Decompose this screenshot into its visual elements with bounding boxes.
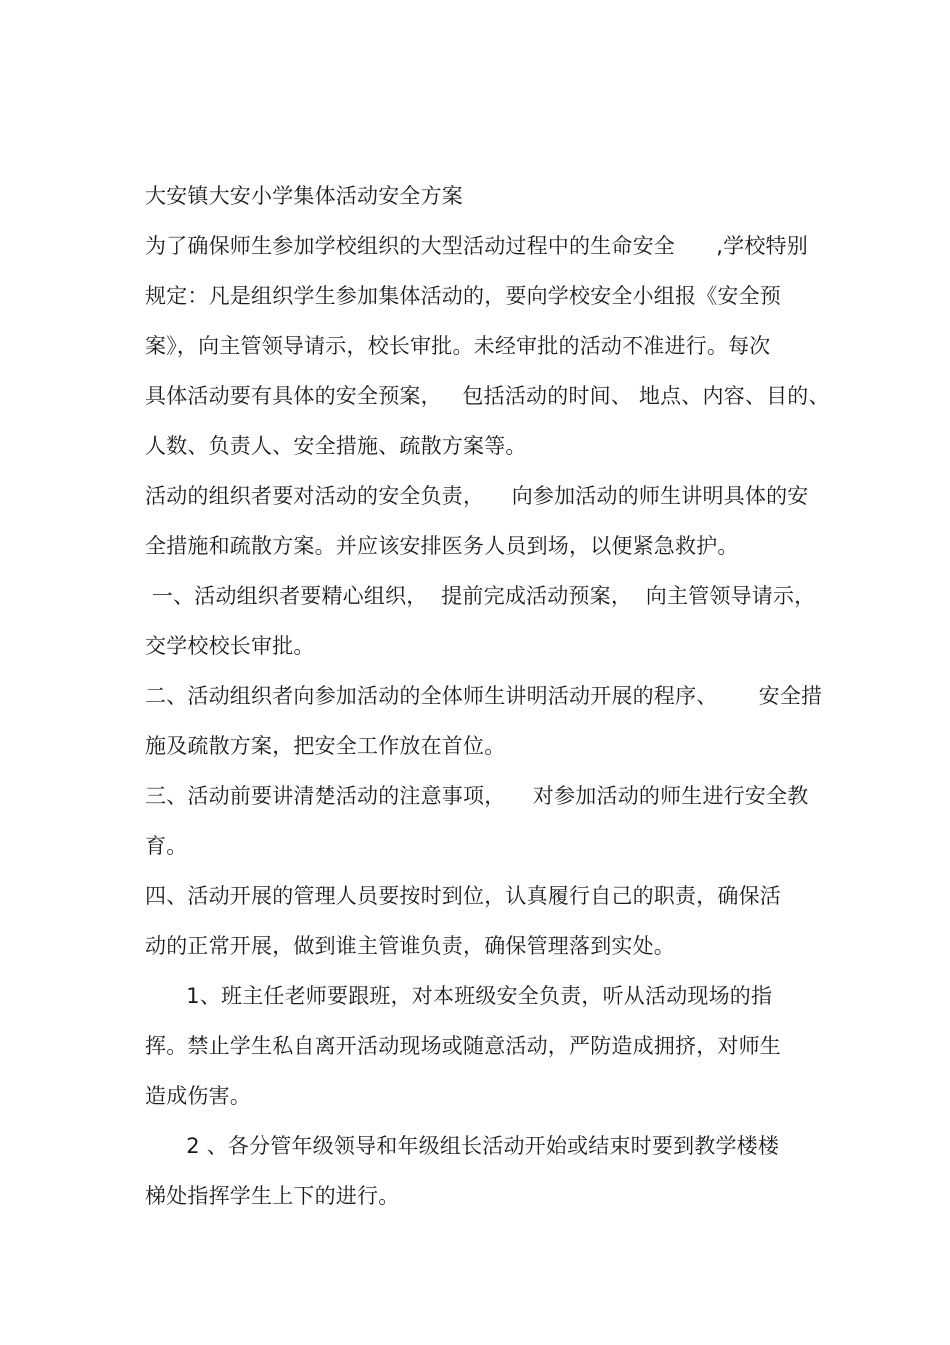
paragraph-line: 育。	[145, 834, 188, 858]
paragraph-line: 活动的组织者要对活动的安全负责， 向参加活动的师生讲明具体的安	[145, 484, 809, 508]
paragraph-line: 动的正常开展，做到谁主管谁负责，确保管理落到实处。	[145, 934, 675, 958]
paragraph-line: 三、活动前要讲清楚活动的注意事项， 对参加活动的师生进行安全教	[145, 784, 809, 808]
paragraph-line: 施及疏散方案，把安全工作放在首位。	[145, 734, 506, 758]
paragraph-line: 梯处指挥学生上下的进行。	[145, 1184, 400, 1208]
paragraph-line: 造成伤害。	[145, 1084, 251, 1108]
paragraph-line: 案》，向主管领导请示，校长审批。未经审批的活动不准进行。每次	[145, 334, 771, 358]
paragraph-line: 2 、各分管年级领导和年级组长活动开始或结束时要到教学楼楼	[145, 1134, 780, 1158]
paragraph-line: 二、活动组织者向参加活动的全体师生讲明活动开展的程序、 安全措	[145, 684, 823, 708]
paragraph-line: 为了确保师生参加学校组织的大型活动过程中的生命安全 ,学校特别	[145, 234, 808, 258]
paragraph-line: 人数、负责人、安全措施、疏散方案等。	[145, 434, 527, 458]
paragraph-line: 交学校校长审批。	[145, 634, 315, 658]
paragraph-line: 全措施和疏散方案。并应该安排医务人员到场，以便紧急救护。	[145, 534, 739, 558]
paragraph-line: 规定：凡是组织学生参加集体活动的，要向学校安全小组报《安全预	[145, 284, 781, 308]
paragraph-line: 具体活动要有具体的安全预案， 包括活动的时间、 地点、内容、目的、	[145, 384, 830, 408]
paragraph-line: 一、活动组织者要精心组织， 提前完成活动预案， 向主管领导请示，	[145, 584, 816, 608]
paragraph-line: 挥。禁止学生私自离开活动现场或随意活动，严防造成拥挤，对师生	[145, 1034, 781, 1058]
document-title: 大安镇大安小学集体活动安全方案	[145, 184, 463, 208]
paragraph-line: 1、班主任老师要跟班，对本班级安全负责，听从活动现场的指	[145, 984, 773, 1008]
paragraph-line: 四、活动开展的管理人员要按时到位，认真履行自己的职责，确保活	[145, 884, 781, 908]
